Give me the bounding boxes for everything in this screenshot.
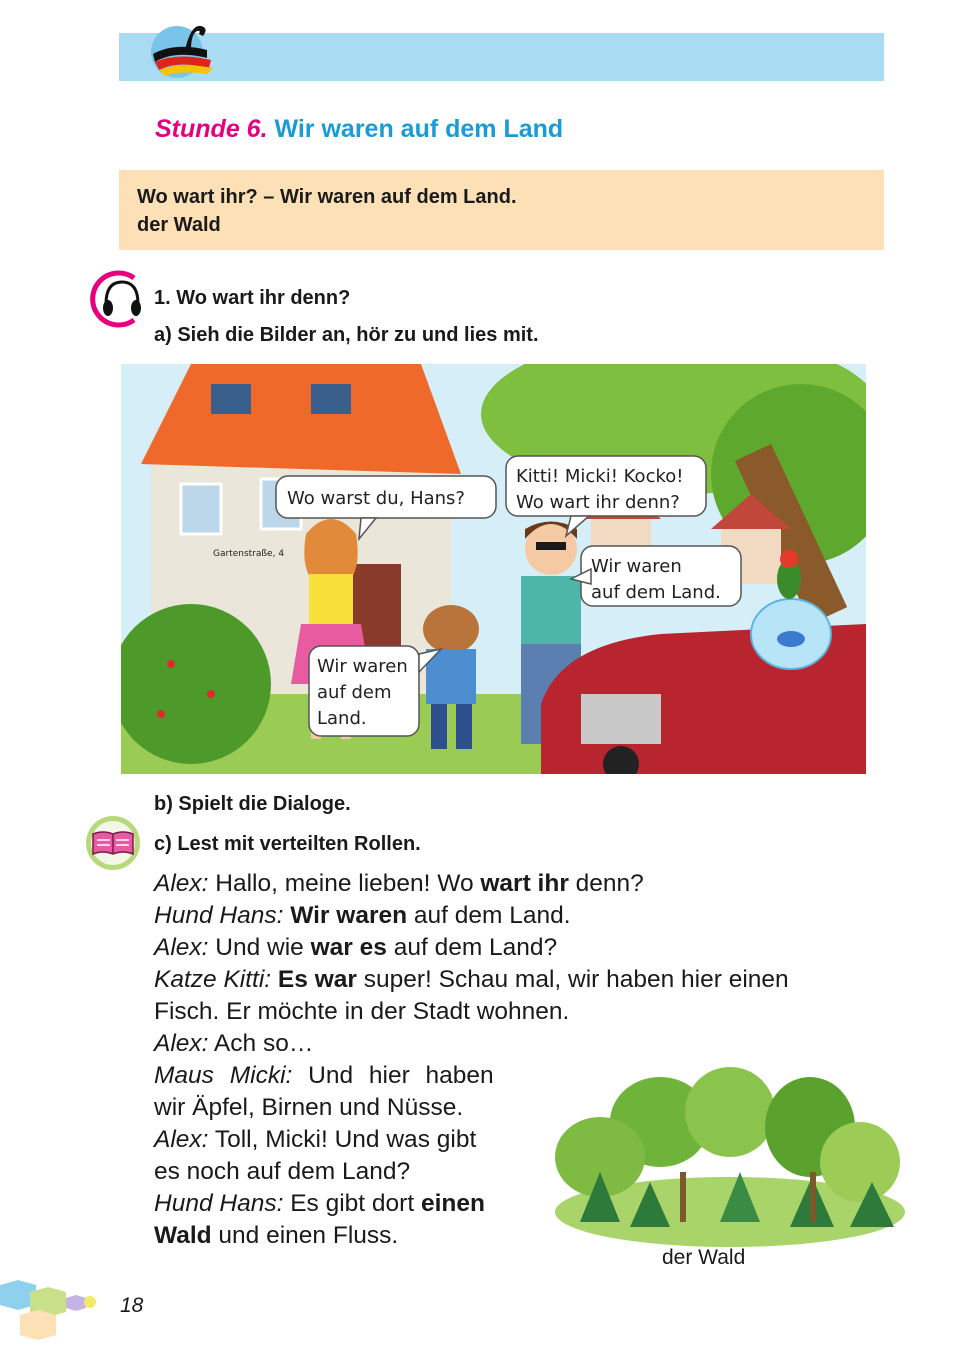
dialog-line: Alex: Ach so… <box>154 1030 314 1057</box>
lesson-number: Stunde 6. <box>155 115 268 143</box>
exercise-heading: 1. Wo wart ihr denn? <box>154 287 351 309</box>
street-sign: Gartenstraße, 4 <box>213 549 285 559</box>
speech-bubble-hans-reply-3: Land. <box>317 708 367 729</box>
village-illustration <box>121 364 866 774</box>
forest-illustration <box>540 1062 928 1252</box>
exercise-task-a: a) Sieh die Bilder an, hör zu und lies mit. <box>154 324 539 346</box>
dialog-line: Alex: Hallo, meine lieben! Wo wart ihr denn? <box>154 870 644 897</box>
dialog-line: Katze Kitti: Es war super! Schau mal, wir haben hier einen <box>154 966 789 993</box>
key-phrase-line-2: der Wald <box>137 214 221 236</box>
lesson-topic: Wir waren auf dem Land <box>274 115 564 143</box>
headphones-icon <box>88 268 148 328</box>
exercise-task-c: c) Lest mit verteilten Rollen. <box>154 833 421 855</box>
key-phrase-box <box>119 170 884 250</box>
dialog-line: es noch auf dem Land? <box>154 1158 411 1185</box>
dialog-line: Alex: Und wie war es auf dem Land? <box>154 934 558 961</box>
page-number: 18 <box>120 1294 144 1317</box>
speech-bubble-kitti-2: auf dem Land. <box>591 582 721 603</box>
dialog-line: Hund Hans: Wir waren auf dem Land. <box>154 902 571 929</box>
dialog-text-narrow <box>154 1060 529 1252</box>
forest-caption: der Wald <box>662 1246 746 1269</box>
hexagon-decoration <box>0 1280 100 1350</box>
swan-flag-logo <box>145 14 217 80</box>
dialog-line: Alex: Toll, Micki! Und was gibt <box>154 1126 477 1153</box>
exercise-task-b: b) Spielt die Dialoge. <box>154 793 351 815</box>
lesson-title <box>155 115 563 144</box>
dialog-text <box>154 868 889 1060</box>
speech-bubble-alex-2: Wo wart ihr denn? <box>516 492 680 513</box>
speech-bubble-hans-reply-2: auf dem <box>317 682 392 703</box>
speech-bubble-alex-1: Kitti! Micki! Kocko! <box>516 466 684 487</box>
dialog-line: Maus Micki: Und hier haben <box>154 1062 494 1089</box>
header-bar <box>119 33 884 81</box>
dialog-line: Hund Hans: Es gibt dort einen <box>154 1190 485 1217</box>
dialog-line: Wald und einen Fluss. <box>154 1222 399 1249</box>
speech-bubble-hans: Wo warst du, Hans? <box>287 488 465 509</box>
speech-bubble-kitti-1: Wir waren <box>591 556 682 577</box>
open-book-icon <box>84 814 142 872</box>
key-phrase-line-1: Wo wart ihr? – Wir waren auf dem Land. <box>137 186 517 208</box>
dialog-line: Fisch. Er möchte in der Stadt wohnen. <box>154 998 570 1025</box>
dialog-line: wir Äpfel, Birnen und Nüsse. <box>154 1094 464 1121</box>
speech-bubble-hans-reply-1: Wir waren <box>317 656 408 677</box>
